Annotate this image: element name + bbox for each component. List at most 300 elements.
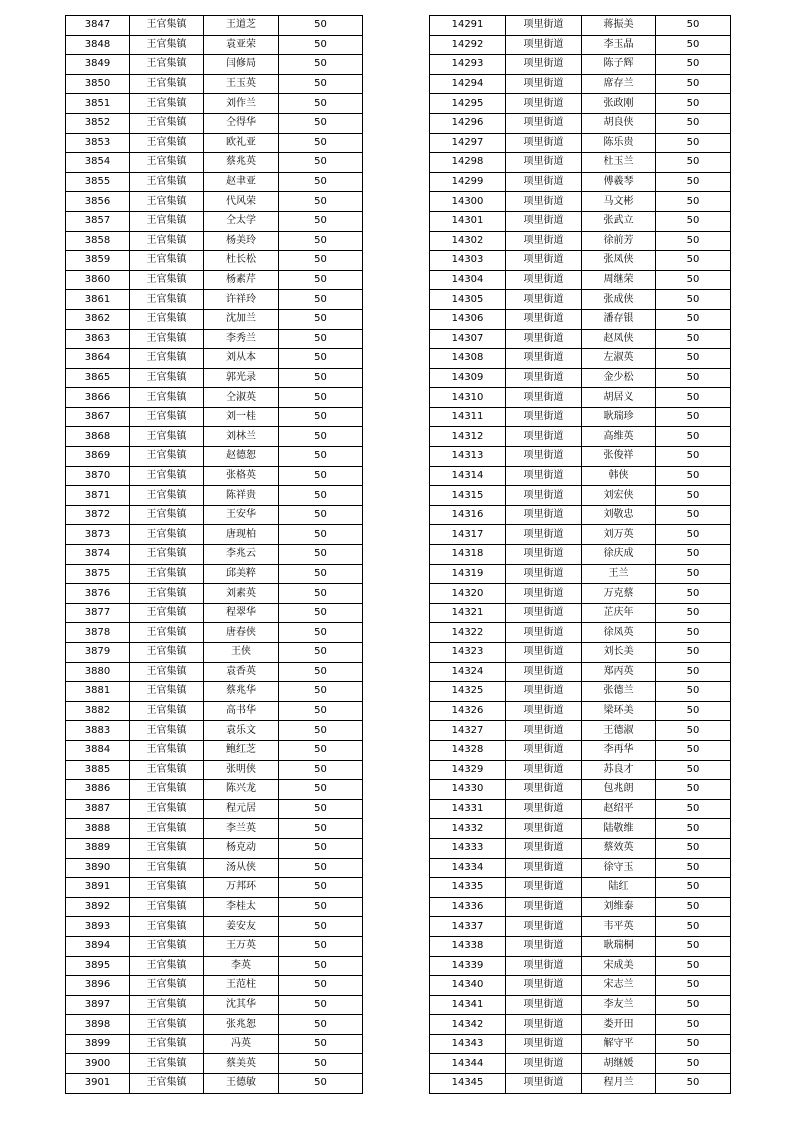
table-row <box>430 780 731 800</box>
serial-number-cell: 14336 <box>430 897 506 917</box>
person-name-cell: 金少松 <box>582 368 656 388</box>
township-cell: 项里街道 <box>506 270 582 290</box>
amount-cell: 50 <box>279 799 363 819</box>
township-cell: 王官集镇 <box>130 505 204 525</box>
amount-cell: 50 <box>656 349 731 369</box>
person-name-cell: 胡居义 <box>582 388 656 408</box>
amount-cell: 50 <box>279 349 363 369</box>
serial-number-cell: 3852 <box>66 113 130 133</box>
amount-cell: 50 <box>279 113 363 133</box>
township-cell: 王官集镇 <box>130 858 204 878</box>
table-row <box>430 995 731 1015</box>
amount-cell: 50 <box>656 1015 731 1035</box>
serial-number-cell: 14332 <box>430 819 506 839</box>
amount-cell: 50 <box>656 662 731 682</box>
person-name-cell: 李桂太 <box>204 897 279 917</box>
amount-cell: 50 <box>656 682 731 702</box>
table-row <box>66 897 363 917</box>
township-cell: 项里街道 <box>506 917 582 937</box>
amount-cell: 50 <box>656 153 731 173</box>
table-row <box>430 94 731 114</box>
person-name-cell: 韩侠 <box>582 466 656 486</box>
person-name-cell: 陈乐贵 <box>582 133 656 153</box>
table-row <box>66 995 363 1015</box>
amount-cell: 50 <box>279 525 363 545</box>
serial-number-cell: 3894 <box>66 936 130 956</box>
serial-number-cell: 3876 <box>66 584 130 604</box>
table-row <box>66 407 363 427</box>
township-cell: 项里街道 <box>506 643 582 663</box>
table-row <box>66 133 363 153</box>
table-row <box>430 858 731 878</box>
serial-number-cell: 14342 <box>430 1015 506 1035</box>
township-cell: 项里街道 <box>506 388 582 408</box>
serial-number-cell: 3848 <box>66 35 130 55</box>
person-name-cell: 唐春侠 <box>204 623 279 643</box>
township-cell: 项里街道 <box>506 976 582 996</box>
amount-cell: 50 <box>279 662 363 682</box>
table-row <box>66 466 363 486</box>
serial-number-cell: 3882 <box>66 701 130 721</box>
township-cell: 项里街道 <box>506 564 582 584</box>
table-row <box>430 740 731 760</box>
amount-cell: 50 <box>656 388 731 408</box>
township-cell: 项里街道 <box>506 290 582 310</box>
amount-cell: 50 <box>656 466 731 486</box>
amount-cell: 50 <box>279 838 363 858</box>
person-name-cell: 陈子辉 <box>582 55 656 75</box>
serial-number-cell: 14321 <box>430 603 506 623</box>
township-cell: 项里街道 <box>506 838 582 858</box>
table-row <box>66 251 363 271</box>
amount-cell: 50 <box>279 1074 363 1094</box>
amount-cell: 50 <box>656 290 731 310</box>
person-name-cell: 沈加兰 <box>204 309 279 329</box>
serial-number-cell: 3872 <box>66 505 130 525</box>
township-cell: 王官集镇 <box>130 407 204 427</box>
table-row <box>66 936 363 956</box>
person-name-cell: 刘作兰 <box>204 94 279 114</box>
township-cell: 王官集镇 <box>130 113 204 133</box>
person-name-cell: 杜玉兰 <box>582 153 656 173</box>
person-name-cell: 张明侠 <box>204 760 279 780</box>
table-row <box>430 1074 731 1094</box>
person-name-cell: 王侠 <box>204 643 279 663</box>
township-cell: 王官集镇 <box>130 525 204 545</box>
serial-number-cell: 3900 <box>66 1054 130 1074</box>
amount-cell: 50 <box>279 388 363 408</box>
serial-number-cell: 14303 <box>430 251 506 271</box>
amount-cell: 50 <box>656 113 731 133</box>
person-name-cell: 陈兴龙 <box>204 780 279 800</box>
table-row <box>430 1054 731 1074</box>
serial-number-cell: 14330 <box>430 780 506 800</box>
amount-cell: 50 <box>279 623 363 643</box>
person-name-cell: 王德淑 <box>582 721 656 741</box>
township-cell: 项里街道 <box>506 858 582 878</box>
township-cell: 王官集镇 <box>130 740 204 760</box>
person-name-cell: 闫修局 <box>204 55 279 75</box>
table-row <box>66 1034 363 1054</box>
amount-cell: 50 <box>656 995 731 1015</box>
table-row <box>430 976 731 996</box>
table-row <box>66 662 363 682</box>
table-row <box>430 35 731 55</box>
person-name-cell: 郭光录 <box>204 368 279 388</box>
amount-cell: 50 <box>279 721 363 741</box>
table-row <box>66 799 363 819</box>
township-cell: 王官集镇 <box>130 427 204 447</box>
serial-number-cell: 14335 <box>430 878 506 898</box>
amount-cell: 50 <box>656 838 731 858</box>
table-row <box>66 878 363 898</box>
person-name-cell: 杜长松 <box>204 251 279 271</box>
person-name-cell: 宋成美 <box>582 956 656 976</box>
serial-number-cell: 14299 <box>430 172 506 192</box>
person-name-cell: 娄开田 <box>582 1015 656 1035</box>
amount-cell: 50 <box>656 936 731 956</box>
table-row <box>66 192 363 212</box>
amount-cell: 50 <box>656 701 731 721</box>
township-cell: 王官集镇 <box>130 368 204 388</box>
serial-number-cell: 14329 <box>430 760 506 780</box>
serial-number-cell: 14296 <box>430 113 506 133</box>
township-cell: 项里街道 <box>506 211 582 231</box>
amount-cell: 50 <box>656 799 731 819</box>
amount-cell: 50 <box>656 643 731 663</box>
person-name-cell: 包兆朗 <box>582 780 656 800</box>
amount-cell: 50 <box>279 780 363 800</box>
table-row <box>66 270 363 290</box>
township-cell: 王官集镇 <box>130 838 204 858</box>
amount-cell: 50 <box>656 623 731 643</box>
person-name-cell: 陆红 <box>582 878 656 898</box>
table-row <box>430 917 731 937</box>
township-cell: 王官集镇 <box>130 153 204 173</box>
township-cell: 项里街道 <box>506 740 582 760</box>
amount-cell: 50 <box>656 35 731 55</box>
serial-number-cell: 3881 <box>66 682 130 702</box>
amount-cell: 50 <box>656 721 731 741</box>
person-name-cell: 张凤侠 <box>582 251 656 271</box>
serial-number-cell: 3888 <box>66 819 130 839</box>
amount-cell: 50 <box>656 505 731 525</box>
amount-cell: 50 <box>279 878 363 898</box>
township-cell: 项里街道 <box>506 819 582 839</box>
serial-number-cell: 3892 <box>66 897 130 917</box>
table-row <box>66 917 363 937</box>
table-row <box>430 16 731 36</box>
serial-number-cell: 14306 <box>430 309 506 329</box>
table-row <box>430 388 731 408</box>
township-cell: 项里街道 <box>506 603 582 623</box>
table-row <box>430 270 731 290</box>
amount-cell: 50 <box>656 211 731 231</box>
table-row <box>66 1015 363 1035</box>
township-cell: 王官集镇 <box>130 466 204 486</box>
table-row <box>430 133 731 153</box>
table-row <box>430 172 731 192</box>
amount-cell: 50 <box>279 1054 363 1074</box>
amount-cell: 50 <box>656 192 731 212</box>
table-row <box>66 290 363 310</box>
person-name-cell: 万克蔡 <box>582 584 656 604</box>
township-cell: 项里街道 <box>506 936 582 956</box>
amount-cell: 50 <box>656 407 731 427</box>
amount-cell: 50 <box>656 780 731 800</box>
roster-table-left <box>65 15 363 1094</box>
serial-number-cell: 3891 <box>66 878 130 898</box>
township-cell: 王官集镇 <box>130 1054 204 1074</box>
person-name-cell: 冯英 <box>204 1034 279 1054</box>
township-cell: 项里街道 <box>506 368 582 388</box>
person-name-cell: 刘林兰 <box>204 427 279 447</box>
serial-number-cell: 3850 <box>66 74 130 94</box>
person-name-cell: 汤从侠 <box>204 858 279 878</box>
serial-number-cell: 14295 <box>430 94 506 114</box>
township-cell: 王官集镇 <box>130 819 204 839</box>
township-cell: 项里街道 <box>506 133 582 153</box>
person-name-cell: 刘长美 <box>582 643 656 663</box>
township-cell: 项里街道 <box>506 623 582 643</box>
serial-number-cell: 14317 <box>430 525 506 545</box>
amount-cell: 50 <box>656 525 731 545</box>
township-cell: 王官集镇 <box>130 603 204 623</box>
table-row <box>430 897 731 917</box>
person-name-cell: 姜安友 <box>204 917 279 937</box>
table-row <box>66 701 363 721</box>
table-row <box>66 721 363 741</box>
serial-number-cell: 3854 <box>66 153 130 173</box>
amount-cell: 50 <box>279 603 363 623</box>
table-row <box>66 329 363 349</box>
serial-number-cell: 14309 <box>430 368 506 388</box>
amount-cell: 50 <box>656 956 731 976</box>
serial-number-cell: 14325 <box>430 682 506 702</box>
serial-number-cell: 3893 <box>66 917 130 937</box>
amount-cell: 50 <box>656 1034 731 1054</box>
table-row <box>66 388 363 408</box>
person-name-cell: 杨素芹 <box>204 270 279 290</box>
person-name-cell: 刘宏侠 <box>582 486 656 506</box>
serial-number-cell: 3864 <box>66 349 130 369</box>
table-row <box>66 349 363 369</box>
amount-cell: 50 <box>656 1054 731 1074</box>
serial-number-cell: 14328 <box>430 740 506 760</box>
table-row <box>66 172 363 192</box>
township-cell: 王官集镇 <box>130 799 204 819</box>
table-row <box>66 211 363 231</box>
person-name-cell: 蔡效英 <box>582 838 656 858</box>
person-name-cell: 陆敬维 <box>582 819 656 839</box>
person-name-cell: 程元居 <box>204 799 279 819</box>
person-name-cell: 李友兰 <box>582 995 656 1015</box>
serial-number-cell: 14320 <box>430 584 506 604</box>
serial-number-cell: 3863 <box>66 329 130 349</box>
table-row <box>430 290 731 310</box>
table-row <box>66 643 363 663</box>
person-name-cell: 袁香英 <box>204 662 279 682</box>
township-cell: 项里街道 <box>506 701 582 721</box>
serial-number-cell: 3855 <box>66 172 130 192</box>
amount-cell: 50 <box>279 995 363 1015</box>
table-row <box>430 525 731 545</box>
amount-cell: 50 <box>279 172 363 192</box>
person-name-cell: 张兆恕 <box>204 1015 279 1035</box>
serial-number-cell: 14314 <box>430 466 506 486</box>
table-row <box>66 153 363 173</box>
township-cell: 项里街道 <box>506 505 582 525</box>
serial-number-cell: 14337 <box>430 917 506 937</box>
table-row <box>430 407 731 427</box>
serial-number-cell: 3897 <box>66 995 130 1015</box>
township-cell: 王官集镇 <box>130 780 204 800</box>
person-name-cell: 赵凤侠 <box>582 329 656 349</box>
table-row <box>430 153 731 173</box>
serial-number-cell: 3896 <box>66 976 130 996</box>
amount-cell: 50 <box>279 564 363 584</box>
person-name-cell: 仝太学 <box>204 211 279 231</box>
person-name-cell: 刘一桂 <box>204 407 279 427</box>
amount-cell: 50 <box>279 643 363 663</box>
person-name-cell: 程月兰 <box>582 1074 656 1094</box>
township-cell: 王官集镇 <box>130 290 204 310</box>
person-name-cell: 赵聿亚 <box>204 172 279 192</box>
person-name-cell: 张德兰 <box>582 682 656 702</box>
serial-number-cell: 14292 <box>430 35 506 55</box>
person-name-cell: 马文彬 <box>582 192 656 212</box>
amount-cell: 50 <box>279 917 363 937</box>
table-row <box>66 368 363 388</box>
table-row <box>430 55 731 75</box>
township-cell: 项里街道 <box>506 1074 582 1094</box>
amount-cell: 50 <box>656 447 731 467</box>
person-name-cell: 唐现柏 <box>204 525 279 545</box>
township-cell: 项里街道 <box>506 584 582 604</box>
township-cell: 王官集镇 <box>130 94 204 114</box>
township-cell: 项里街道 <box>506 682 582 702</box>
serial-number-cell: 3851 <box>66 94 130 114</box>
township-cell: 王官集镇 <box>130 309 204 329</box>
table-row <box>430 799 731 819</box>
serial-number-cell: 14318 <box>430 545 506 565</box>
serial-number-cell: 3879 <box>66 643 130 663</box>
amount-cell: 50 <box>656 819 731 839</box>
amount-cell: 50 <box>279 760 363 780</box>
township-cell: 项里街道 <box>506 486 582 506</box>
table-row <box>430 427 731 447</box>
table-row <box>430 466 731 486</box>
serial-number-cell: 14297 <box>430 133 506 153</box>
township-cell: 王官集镇 <box>130 721 204 741</box>
serial-number-cell: 14311 <box>430 407 506 427</box>
township-cell: 王官集镇 <box>130 486 204 506</box>
table-row <box>430 113 731 133</box>
amount-cell: 50 <box>279 94 363 114</box>
amount-cell: 50 <box>656 251 731 271</box>
person-name-cell: 李兆云 <box>204 545 279 565</box>
roster-table-left-body <box>66 16 363 1094</box>
amount-cell: 50 <box>279 407 363 427</box>
table-row <box>66 819 363 839</box>
serial-number-cell: 14319 <box>430 564 506 584</box>
amount-cell: 50 <box>279 466 363 486</box>
table-row <box>430 603 731 623</box>
person-name-cell: 蔡兆英 <box>204 153 279 173</box>
amount-cell: 50 <box>656 133 731 153</box>
township-cell: 项里街道 <box>506 94 582 114</box>
amount-cell: 50 <box>656 74 731 94</box>
township-cell: 王官集镇 <box>130 16 204 36</box>
amount-cell: 50 <box>656 427 731 447</box>
table-row <box>430 447 731 467</box>
table-row <box>430 329 731 349</box>
amount-cell: 50 <box>279 368 363 388</box>
person-name-cell: 耿瑞珍 <box>582 407 656 427</box>
person-name-cell: 左淑英 <box>582 349 656 369</box>
person-name-cell: 陈祥贵 <box>204 486 279 506</box>
table-row <box>66 231 363 251</box>
serial-number-cell: 3877 <box>66 603 130 623</box>
table-row <box>66 564 363 584</box>
serial-number-cell: 3868 <box>66 427 130 447</box>
table-row <box>66 1074 363 1094</box>
serial-number-cell: 14326 <box>430 701 506 721</box>
table-row <box>66 35 363 55</box>
table-row <box>430 74 731 94</box>
serial-number-cell: 3867 <box>66 407 130 427</box>
serial-number-cell: 14341 <box>430 995 506 1015</box>
amount-cell: 50 <box>279 231 363 251</box>
township-cell: 王官集镇 <box>130 897 204 917</box>
table-row <box>430 662 731 682</box>
amount-cell: 50 <box>279 270 363 290</box>
person-name-cell: 郑丙英 <box>582 662 656 682</box>
township-cell: 项里街道 <box>506 153 582 173</box>
township-cell: 王官集镇 <box>130 270 204 290</box>
table-row <box>430 349 731 369</box>
township-cell: 项里街道 <box>506 447 582 467</box>
township-cell: 项里街道 <box>506 721 582 741</box>
table-row <box>66 858 363 878</box>
township-cell: 王官集镇 <box>130 192 204 212</box>
amount-cell: 50 <box>279 133 363 153</box>
amount-cell: 50 <box>656 309 731 329</box>
township-cell: 项里街道 <box>506 55 582 75</box>
amount-cell: 50 <box>279 897 363 917</box>
amount-cell: 50 <box>279 16 363 36</box>
township-cell: 项里街道 <box>506 780 582 800</box>
township-cell: 项里街道 <box>506 74 582 94</box>
person-name-cell: 鲍红芝 <box>204 740 279 760</box>
person-name-cell: 刘素英 <box>204 584 279 604</box>
amount-cell: 50 <box>279 486 363 506</box>
person-name-cell: 王范柱 <box>204 976 279 996</box>
person-name-cell: 张成侠 <box>582 290 656 310</box>
amount-cell: 50 <box>279 505 363 525</box>
table-row <box>66 760 363 780</box>
table-row <box>430 564 731 584</box>
serial-number-cell: 3871 <box>66 486 130 506</box>
township-cell: 王官集镇 <box>130 643 204 663</box>
serial-number-cell: 14308 <box>430 349 506 369</box>
person-name-cell: 刘维泰 <box>582 897 656 917</box>
township-cell: 项里街道 <box>506 525 582 545</box>
serial-number-cell: 3889 <box>66 838 130 858</box>
person-name-cell: 王安华 <box>204 505 279 525</box>
township-cell: 王官集镇 <box>130 936 204 956</box>
amount-cell: 50 <box>656 917 731 937</box>
